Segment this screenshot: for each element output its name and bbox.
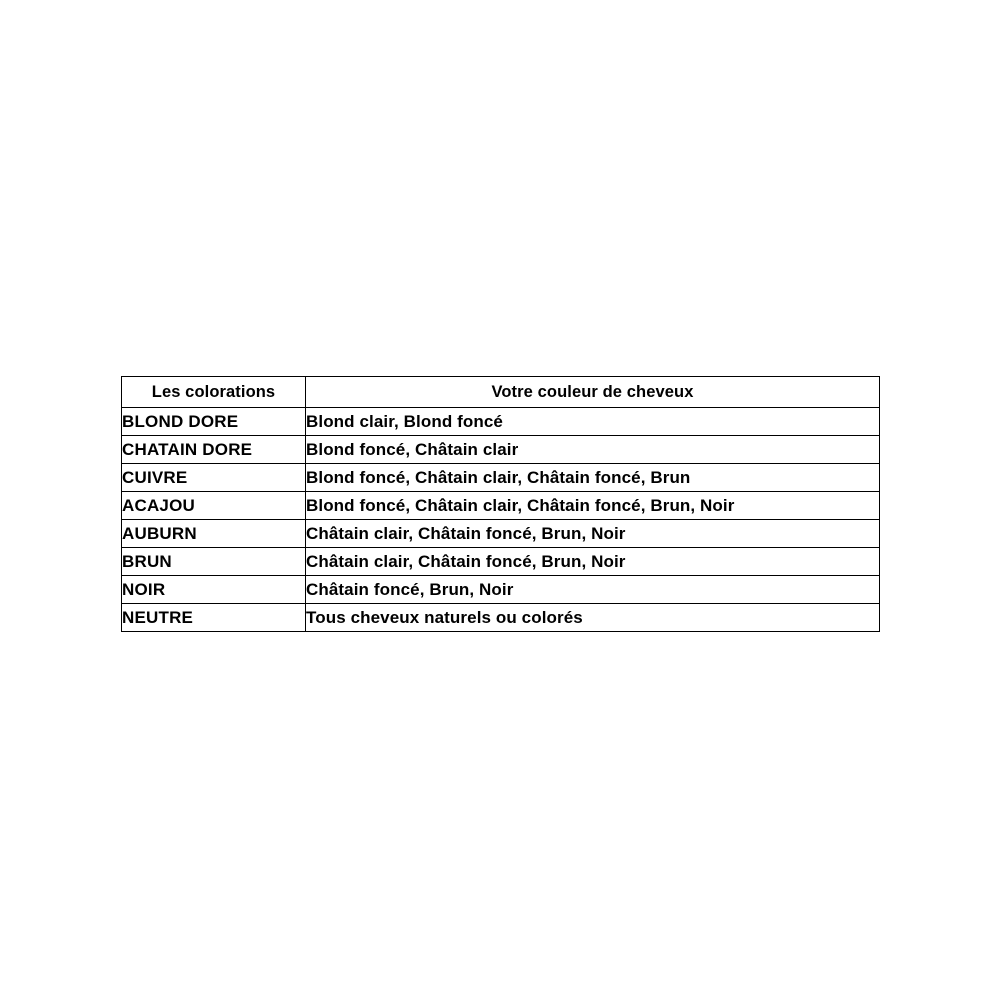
cell-coloration: NOIR <box>122 576 306 604</box>
color-chart-table <box>121 376 880 632</box>
cell-coloration: NEUTRE <box>122 604 306 632</box>
cell-hair-color: Châtain clair, Châtain foncé, Brun, Noir <box>306 520 880 548</box>
cell-coloration: BRUN <box>122 548 306 576</box>
table-row <box>122 436 880 464</box>
table-row <box>122 548 880 576</box>
table-row <box>122 520 880 548</box>
column-header-hair-color: Votre couleur de cheveux <box>306 377 880 408</box>
cell-hair-color: Blond clair, Blond foncé <box>306 408 880 436</box>
table-header-row <box>122 377 880 408</box>
table-row <box>122 464 880 492</box>
column-header-colorations: Les colorations <box>122 377 306 408</box>
table-row <box>122 576 880 604</box>
cell-coloration: ACAJOU <box>122 492 306 520</box>
cell-hair-color: Blond foncé, Châtain clair <box>306 436 880 464</box>
table-row <box>122 408 880 436</box>
table-row <box>122 604 880 632</box>
cell-hair-color: Blond foncé, Châtain clair, Châtain foncé, Brun <box>306 464 880 492</box>
cell-coloration: BLOND DORE <box>122 408 306 436</box>
table-row <box>122 492 880 520</box>
color-chart-table-container <box>121 376 879 632</box>
cell-coloration: CHATAIN DORE <box>122 436 306 464</box>
cell-coloration: AUBURN <box>122 520 306 548</box>
cell-hair-color: Tous cheveux naturels ou colorés <box>306 604 880 632</box>
cell-coloration: CUIVRE <box>122 464 306 492</box>
cell-hair-color: Châtain clair, Châtain foncé, Brun, Noir <box>306 548 880 576</box>
cell-hair-color: Châtain foncé, Brun, Noir <box>306 576 880 604</box>
cell-hair-color: Blond foncé, Châtain clair, Châtain foncé, Brun, Noir <box>306 492 880 520</box>
